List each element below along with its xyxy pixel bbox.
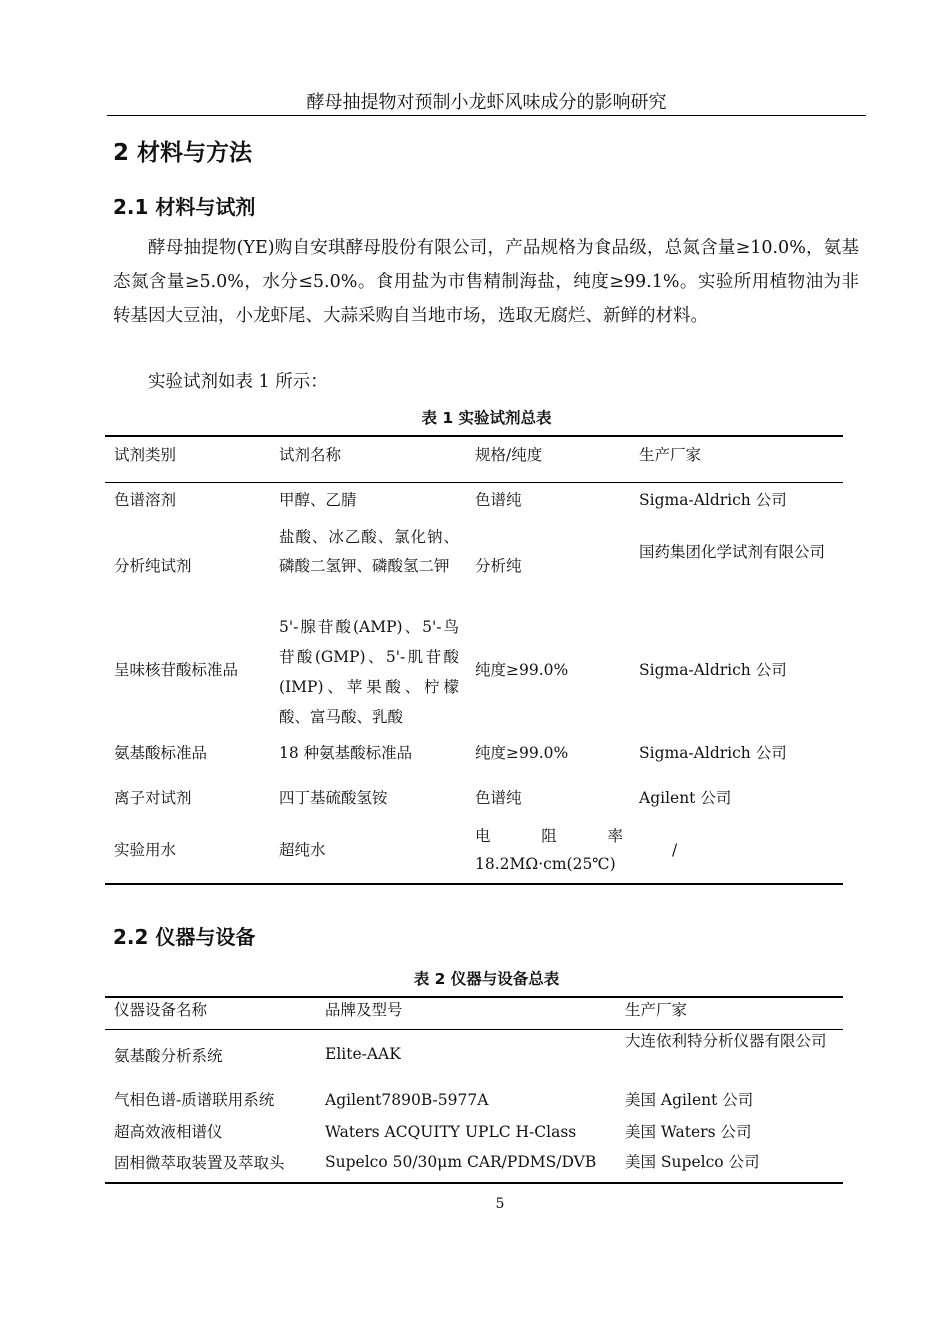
table1-cell: 色谱纯 — [475, 789, 522, 807]
table1-header-cell: 试剂类别 — [114, 446, 177, 464]
table1-cell: 实验用水 — [114, 841, 177, 859]
table2-cell: Waters ACQUITY UPLC H-Class — [325, 1123, 577, 1141]
table1-header-cell: 生产厂家 — [639, 446, 702, 464]
table2-caption: 表 2 仪器与设备总表 — [413, 970, 560, 988]
table1-cell: Agilent 公司 — [639, 789, 732, 807]
table2-cell: 固相微萃取装置及萃取头 — [114, 1154, 285, 1172]
subsection-title-instruments: 2.2 仪器与设备 — [113, 925, 256, 949]
table1-cell: Sigma-Aldrich 公司 — [639, 661, 787, 679]
table2-cell: 超高效液相谱仪 — [114, 1123, 223, 1141]
subsection-title-materials: 2.1 材料与试剂 — [113, 195, 256, 219]
table2-cell: 美国 Agilent 公司 — [625, 1091, 754, 1109]
table2-cell: 气相色谱-质谱联用系统 — [114, 1091, 275, 1109]
table2-cell: Supelco 50/30μm CAR/PDMS/DVB — [325, 1153, 597, 1171]
table1-cell: 国药集团化学试剂有限公司 — [639, 543, 826, 561]
materials-paragraph: 酵母抽提物(YE)购自安琪酵母股份有限公司，产品规格为食品级，总氮含量≥10.0%，氨基态氮含量≥5.0%，水分≤5.0%。食用盐为市售精制海盐，纯度≥99.1%。实验所用植物油为非转基因大豆油，小龙虾尾、大蒜采购自当地市场，选取无腐烂、新鲜的材料。 — [113, 238, 859, 326]
table1-cell: 盐酸、冰乙酸、氯化钠、磷酸二氢钾、磷酸氢二钾 — [279, 528, 459, 575]
table2-cell: 大连依利特分析仪器有限公司 — [625, 1032, 827, 1050]
table1-cell: Sigma-Aldrich 公司 — [639, 744, 787, 762]
table2-header-cell: 生产厂家 — [625, 1001, 688, 1019]
table1-cell: 氨基酸标准品 — [114, 744, 208, 762]
table1-cell: 电阻率 18.2MΩ·cm(25℃) — [475, 827, 623, 873]
table1-header-rule — [105, 482, 843, 483]
running-header: 酵母抽提物对预制小龙虾风味成分的影响研究 — [306, 92, 667, 113]
table1-cell: 分析纯试剂 — [114, 557, 192, 575]
table1-cell: 18 种氨基酸标准品 — [279, 744, 413, 762]
table2-cell: 氨基酸分析系统 — [114, 1047, 223, 1065]
table1-cell: 甲醇、乙腈 — [279, 491, 357, 509]
section-title: 2 材料与方法 — [113, 140, 253, 166]
table2-cell: Agilent7890B-5977A — [325, 1091, 489, 1109]
table1-cell: 离子对试剂 — [114, 789, 192, 807]
table1-cell: 色谱溶剂 — [114, 491, 177, 509]
table1-cell: Sigma-Aldrich 公司 — [639, 491, 787, 509]
table1-cell: / — [672, 841, 678, 859]
table2-cell: 美国 Supelco 公司 — [625, 1153, 760, 1171]
table2-cell: Elite-AAK — [325, 1045, 401, 1063]
table1-bottom-rule — [105, 883, 843, 885]
table2-cell: 美国 Waters 公司 — [625, 1123, 752, 1141]
table2-header-cell: 品牌及型号 — [325, 1001, 403, 1019]
table1-cell: 纯度≥99.0% — [475, 661, 569, 679]
table1-cell: 四丁基硫酸氢铵 — [279, 789, 388, 807]
table2-bottom-rule — [105, 1182, 843, 1184]
table1-cell: 呈味核苷酸标准品 — [114, 661, 239, 679]
table1-header-cell: 试剂名称 — [279, 446, 342, 464]
table1-cell: 超纯水 — [279, 841, 326, 859]
table1-cell: 色谱纯 — [475, 491, 522, 509]
table1-caption: 表 1 实验试剂总表 — [421, 409, 552, 427]
table1-intro: 实验试剂如表 1 所示： — [148, 372, 328, 392]
table1-cell: 纯度≥99.0% — [475, 744, 569, 762]
table2-top-rule — [105, 996, 843, 998]
header-rule — [107, 115, 866, 116]
table1-cell: 5'-腺苷酸(AMP)、5'-鸟苷酸(GMP)、5'-肌苷酸(IMP)、苹果酸、柠檬酸、富马酸、乳酸 — [279, 618, 459, 726]
table1-cell: 分析纯 — [475, 557, 522, 575]
table1-header-cell: 规格/纯度 — [475, 446, 543, 464]
table2-header-cell: 仪器设备名称 — [114, 1001, 208, 1019]
table1-top-rule — [105, 435, 843, 437]
page-number: 5 — [495, 1196, 505, 1212]
